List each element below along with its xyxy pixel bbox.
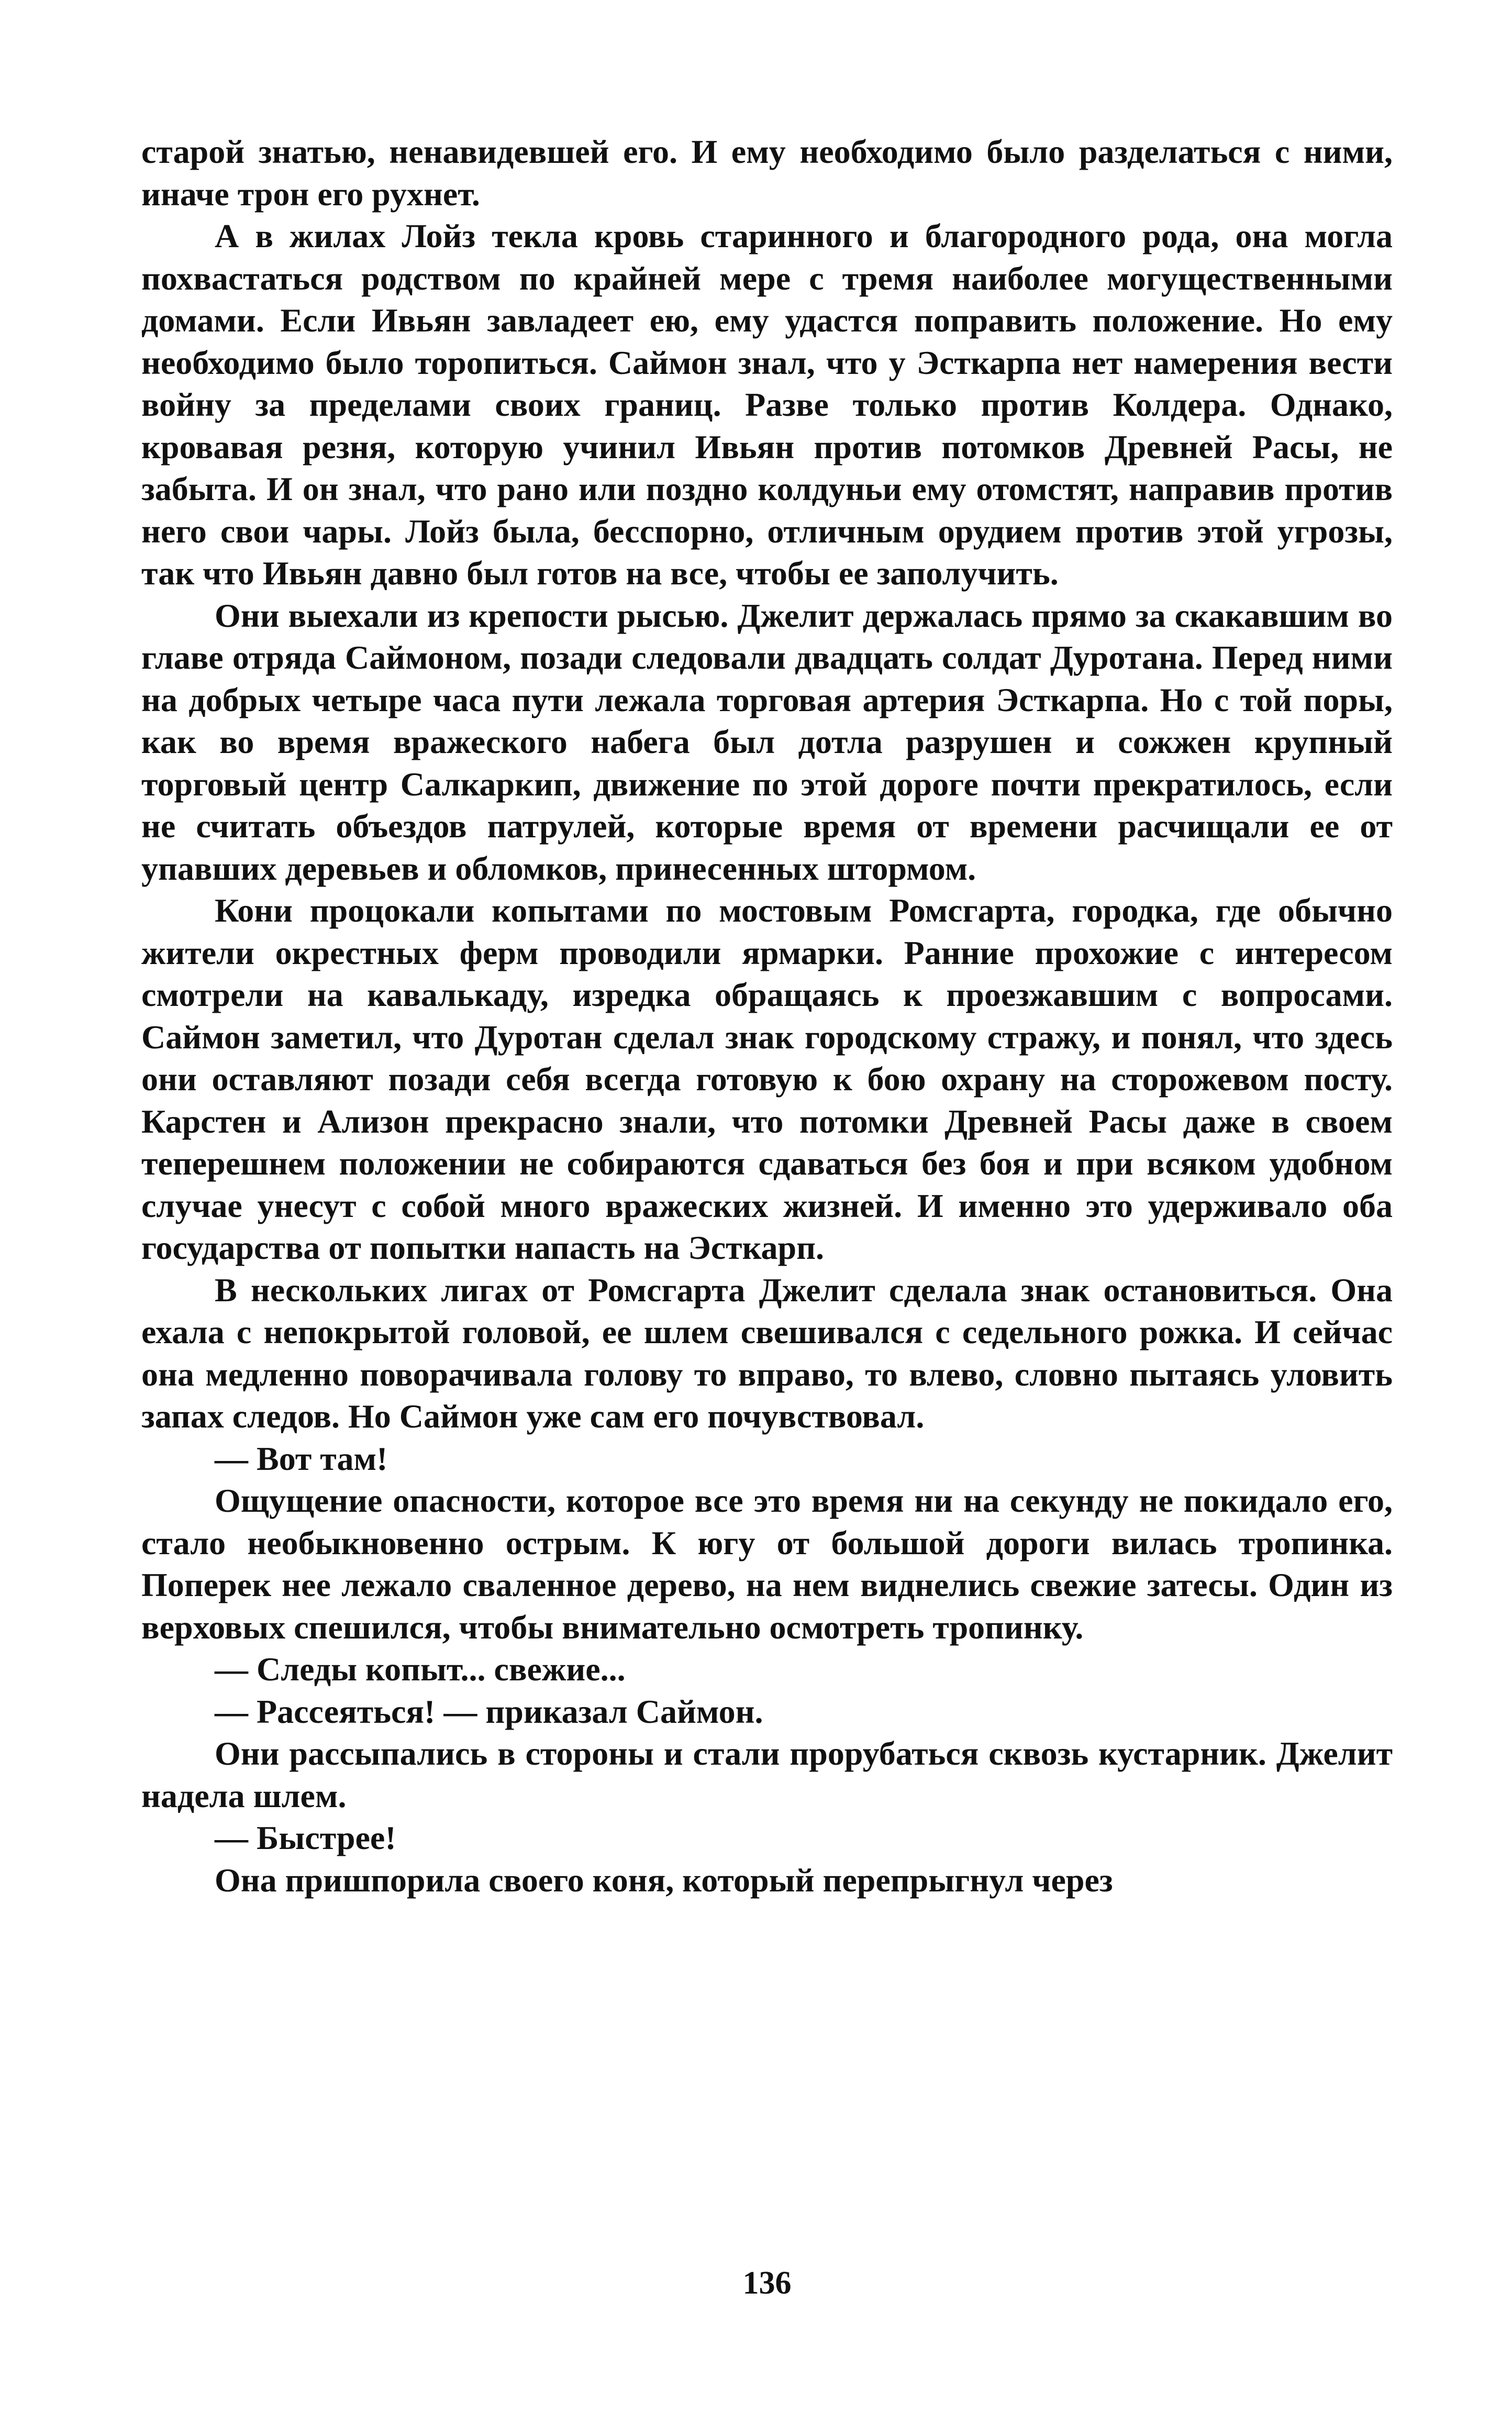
- paragraph: Ощущение опасности, которое все это время ни на секунду не покидало его, стало необыкновенно острым. К югу от большой дороги вилась тропинка. Поперек нее лежало сваленное дерево, на нем виднелись свежие затесы. Один из верховых спешился, чтобы внимательно осмотреть тропинку.: [141, 1482, 1393, 1646]
- dialogue-line: — Быстрее!: [215, 1819, 396, 1856]
- paragraph: Они выехали из крепости рысью. Джелит держалась прямо за скакавшим во главе отряда Саймоном, позади следовали двадцать солдат Дуротана. Перед ними на добрых четыре часа пути лежала торговая артерия Эсткарпа. Но с той поры, как во время вражеского набега был дотла разрушен и сожжен крупный торговый центр Салкаркип, движение по этой дороге почти прекратилось, если не считать объездов патрулей, которые время от времени расчищали ее от упавших деревьев и обломков, принесенных штормом.: [141, 596, 1393, 887]
- paragraph: В нескольких лигах от Ромсгарта Джелит сделала знак остановиться. Она ехала с непокрытой головой, ее шлем свешивался с седельного рожка. И сейчас она медленно поворачивала голову то вправо, то влево, словно пытаясь уловить запах следов. Но Саймон уже сам его почувствовал.: [141, 1271, 1393, 1435]
- dialogue-line: — Следы копыт... свежие...: [215, 1651, 626, 1688]
- paragraph: Она пришпорила своего коня, который перепрыгнул через: [215, 1861, 1113, 1899]
- page-number: 136: [742, 2265, 792, 2301]
- book-page: [141, 131, 1393, 2301]
- body-text: [141, 131, 1393, 1901]
- paragraph: А в жилах Лойз текла кровь старинного и благородного рода, она могла похвастаться родством по крайней мере с тремя наиболее могущественными домами. Если Ивьян завладеет ею, ему удастся поправить положение. Но ему необходимо было торопиться. Саймон знал, что у Эсткарпа нет намерения вести войну за пределами своих границ. Разве только против Колдера. Однако, кровавая резня, которую учинил Ивьян против потомков Древней Расы, не забыта. И он знал, что рано или поздно колдуньи ему отомстят, направив против него свои чары. Лойз была, бесспорно, отличным орудием против этой угрозы, так что Ивьян давно был готов на все, чтобы ее заполучить.: [141, 217, 1393, 592]
- dialogue-line: — Вот там!: [215, 1440, 388, 1477]
- paragraph: Они рассыпались в стороны и стали прорубаться сквозь кустарник. Джелит надела шлем.: [141, 1735, 1393, 1814]
- paragraph: старой знатью, ненавидевшей его. И ему необходимо было разделаться с ними, иначе трон его рухнет.: [141, 133, 1393, 213]
- paragraph: Кони процокали копытами по мостовым Ромсгарта, городка, где обычно жители окрестных ферм проводили ярмарки. Ранние прохожие с интересом смотрели на кавалькаду, изредка обращаясь к проезжавшим с вопросами. Саймон заметил, что Дуротан сделал знак городскому стражу, и понял, что здесь они оставляют позади себя всегда готовую к бою охрану на сторожевом посту. Карстен и Ализон прекрасно знали, что потомки Древней Расы даже в своем теперешнем положении не собираются сдаваться без боя и при всяком удобном случае унесут с собой много вражеских жизней. И именно это удерживало оба государства от попытки напасть на Эсткарп.: [141, 892, 1393, 1266]
- dialogue-line: — Рассеяться! — приказал Саймон.: [215, 1692, 763, 1730]
